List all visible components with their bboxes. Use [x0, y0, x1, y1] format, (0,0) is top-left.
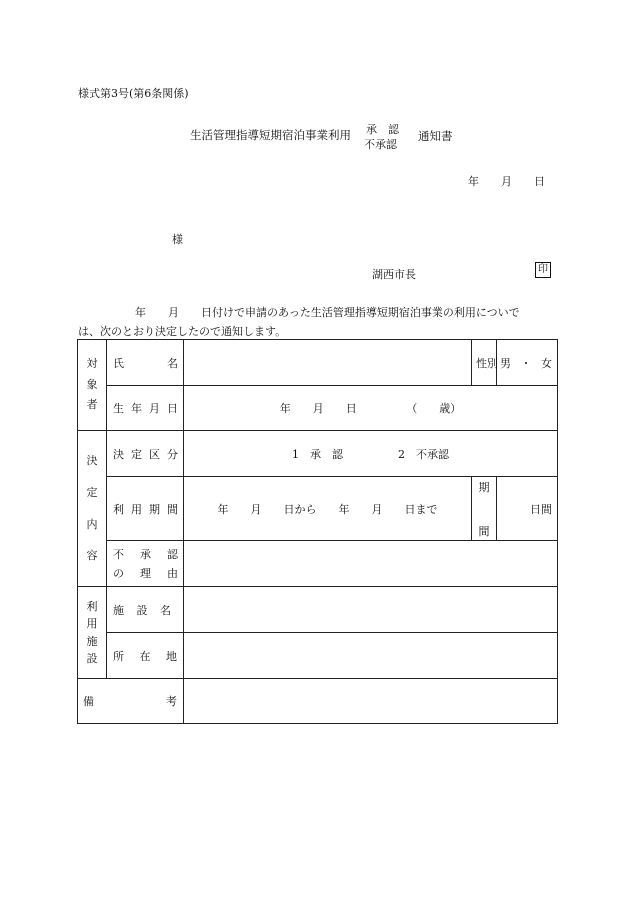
title-approve-option: 承 認	[366, 123, 399, 136]
name-field[interactable]	[184, 340, 472, 386]
remarks-field[interactable]	[184, 679, 558, 724]
period-sub-label: 期 間	[472, 477, 497, 541]
decision-category-label: 決 定 区 分	[107, 431, 184, 477]
document-title: 生活管理指導短期宿泊事業利用	[190, 128, 351, 142]
form-number: 様式第3号(第6条関係)	[78, 87, 189, 100]
period-days-field[interactable]: 日間	[497, 477, 558, 541]
addressee-honorific: 様	[172, 233, 183, 246]
decision-form-table	[77, 339, 558, 724]
rejection-reason-field[interactable]	[184, 541, 558, 587]
name-label: 氏 名	[107, 340, 184, 386]
subject-group-label: 対 象 者	[78, 340, 107, 431]
facility-address-label: 所 在 地	[107, 633, 184, 679]
usage-period-label: 利 用 期 間	[107, 477, 184, 541]
decision-category-field[interactable]: 1 承 認 2 不承認	[184, 431, 558, 477]
gender-label: 性 別	[472, 340, 497, 386]
facility-name-field[interactable]	[184, 587, 558, 633]
remarks-label: 備 考	[78, 679, 184, 724]
title-reject-option: 不承認	[364, 138, 397, 151]
intro-text-line2: は、次のとおり決定したので通知します。	[78, 325, 287, 338]
title-notice: 通知書	[418, 129, 453, 143]
rejection-reason-label: 不 承 認 の 理 由	[107, 541, 184, 587]
decision-group-label: 決 定 内 容	[78, 431, 107, 587]
issuer-name: 湖西市長	[372, 268, 416, 281]
seal-stamp: 印	[535, 262, 551, 278]
facility-address-field[interactable]	[184, 633, 558, 679]
facility-name-label: 施 設 名	[107, 587, 184, 633]
facility-group-label: 利 用 施 設	[78, 587, 107, 679]
intro-text-line1: 年 月 日付けで申請のあった生活管理指導短期宿泊事業の利用についで	[135, 306, 520, 319]
usage-period-field[interactable]: 年 月 日から 年 月 日まで	[184, 477, 472, 541]
birth-date-field[interactable]: 年 月 日 （ 歳）	[184, 386, 558, 431]
birth-date-label: 生 年 月 日	[107, 386, 184, 431]
issue-date: 年 月 日	[468, 175, 545, 188]
gender-field[interactable]: 男 ・ 女	[497, 340, 558, 386]
